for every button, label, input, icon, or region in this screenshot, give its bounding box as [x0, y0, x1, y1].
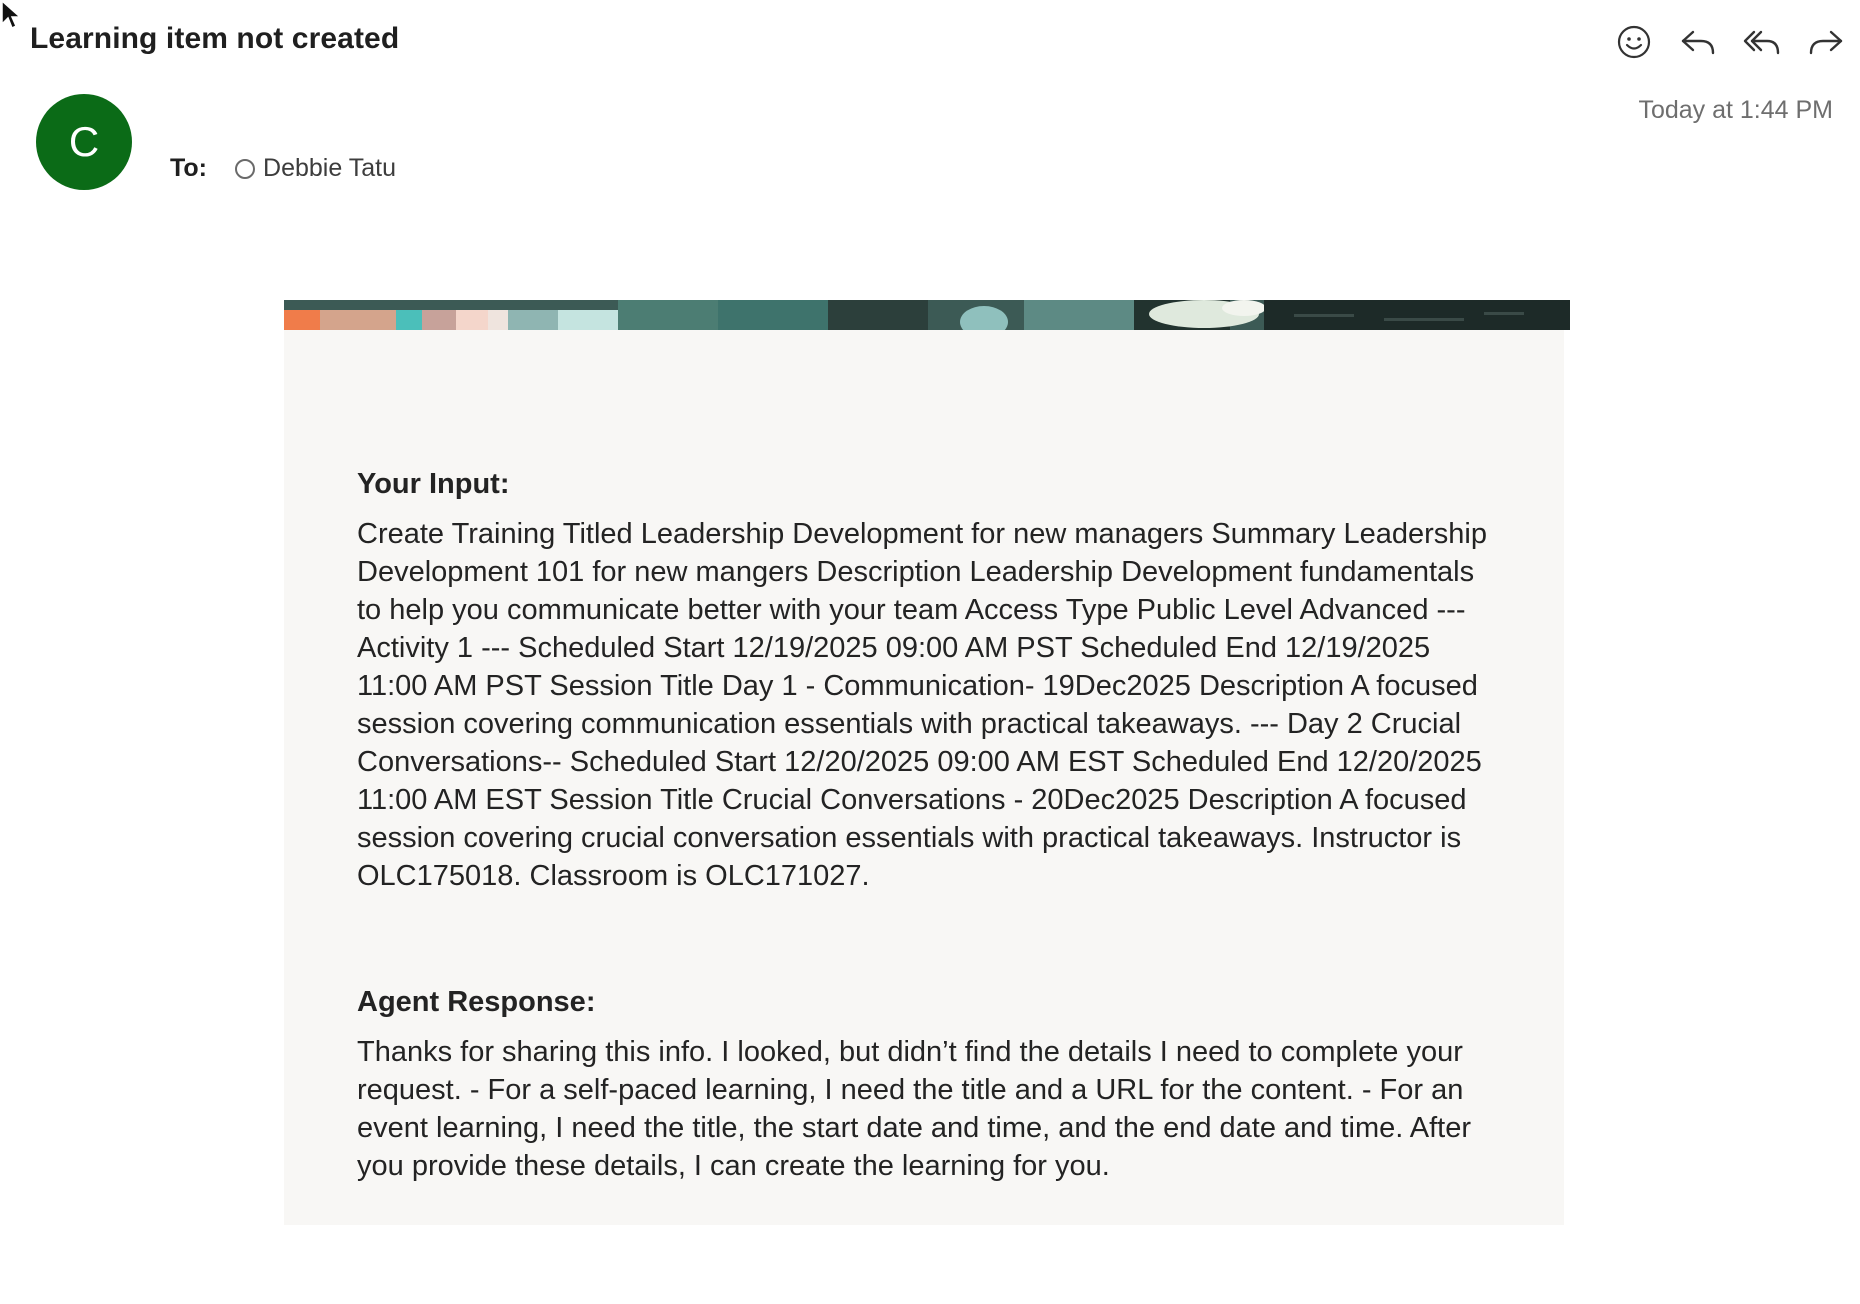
message-actions-toolbar [1612, 20, 1848, 64]
input-heading: Your Input: [357, 468, 510, 500]
reply-icon [1679, 27, 1717, 57]
forward-button[interactable] [1804, 20, 1848, 64]
reply-all-button[interactable] [1740, 20, 1784, 64]
recipient-chip[interactable] [235, 154, 396, 183]
presence-circle-icon [235, 159, 255, 179]
emoji-icon [1616, 24, 1652, 60]
email-body-card [284, 300, 1564, 1225]
response-heading: Agent Response: [357, 986, 596, 1018]
sender-avatar[interactable] [36, 94, 132, 190]
reply-button[interactable] [1676, 20, 1720, 64]
your-input-section [357, 468, 1497, 895]
response-text: Thanks for sharing this info. I looked, but didn’t find the details I need to complete your request. - For a self-paced learning, I need the title and a URL for the content. - For an event learning, I need the title, the start date and time, and the end date and time. After you provide these details, I can create the learning for you. [357, 1036, 1472, 1182]
input-text: Create Training Titled Leadership Development for new managers Summary Leadership Development 101 for new mangers Description Leadership Development fundamentals to help you communicate better with your team Access Type Public Level Advanced --- Activity 1 --- Scheduled Start 12/19/2025 09:00 AM PST Scheduled End 12/19/2025 11:00 AM PST Session Title Day 1 - Communication- 19Dec2025 Description A focused session covering communication essentials with practical takeaways. --- Day 2 Crucial Conversations-- Scheduled Start 12/20/2025 09:00 AM EST Scheduled End 12/20/2025 11:00 AM EST Session Title Crucial Conversations - 20Dec2025 Description A focused session covering crucial conversation essentials with practical takeaways. Instructor is OLC175018. Classroom is OLC171027. [357, 518, 1487, 892]
to-label: To: [170, 154, 208, 182]
email-timestamp: Today at 1:44 PM [1638, 96, 1833, 124]
agent-response-section [357, 986, 1497, 1185]
avatar-initial: C [68, 118, 100, 165]
emoji-reaction-button[interactable] [1612, 20, 1656, 64]
recipient-name: Debbie Tatu [263, 154, 396, 182]
mouse-cursor-icon [0, 0, 22, 30]
reply-all-icon [1742, 27, 1782, 57]
recipients-row [170, 154, 396, 183]
email-subject: Learning item not created [30, 22, 400, 55]
decorative-banner [284, 300, 1570, 330]
forward-icon [1807, 27, 1845, 57]
